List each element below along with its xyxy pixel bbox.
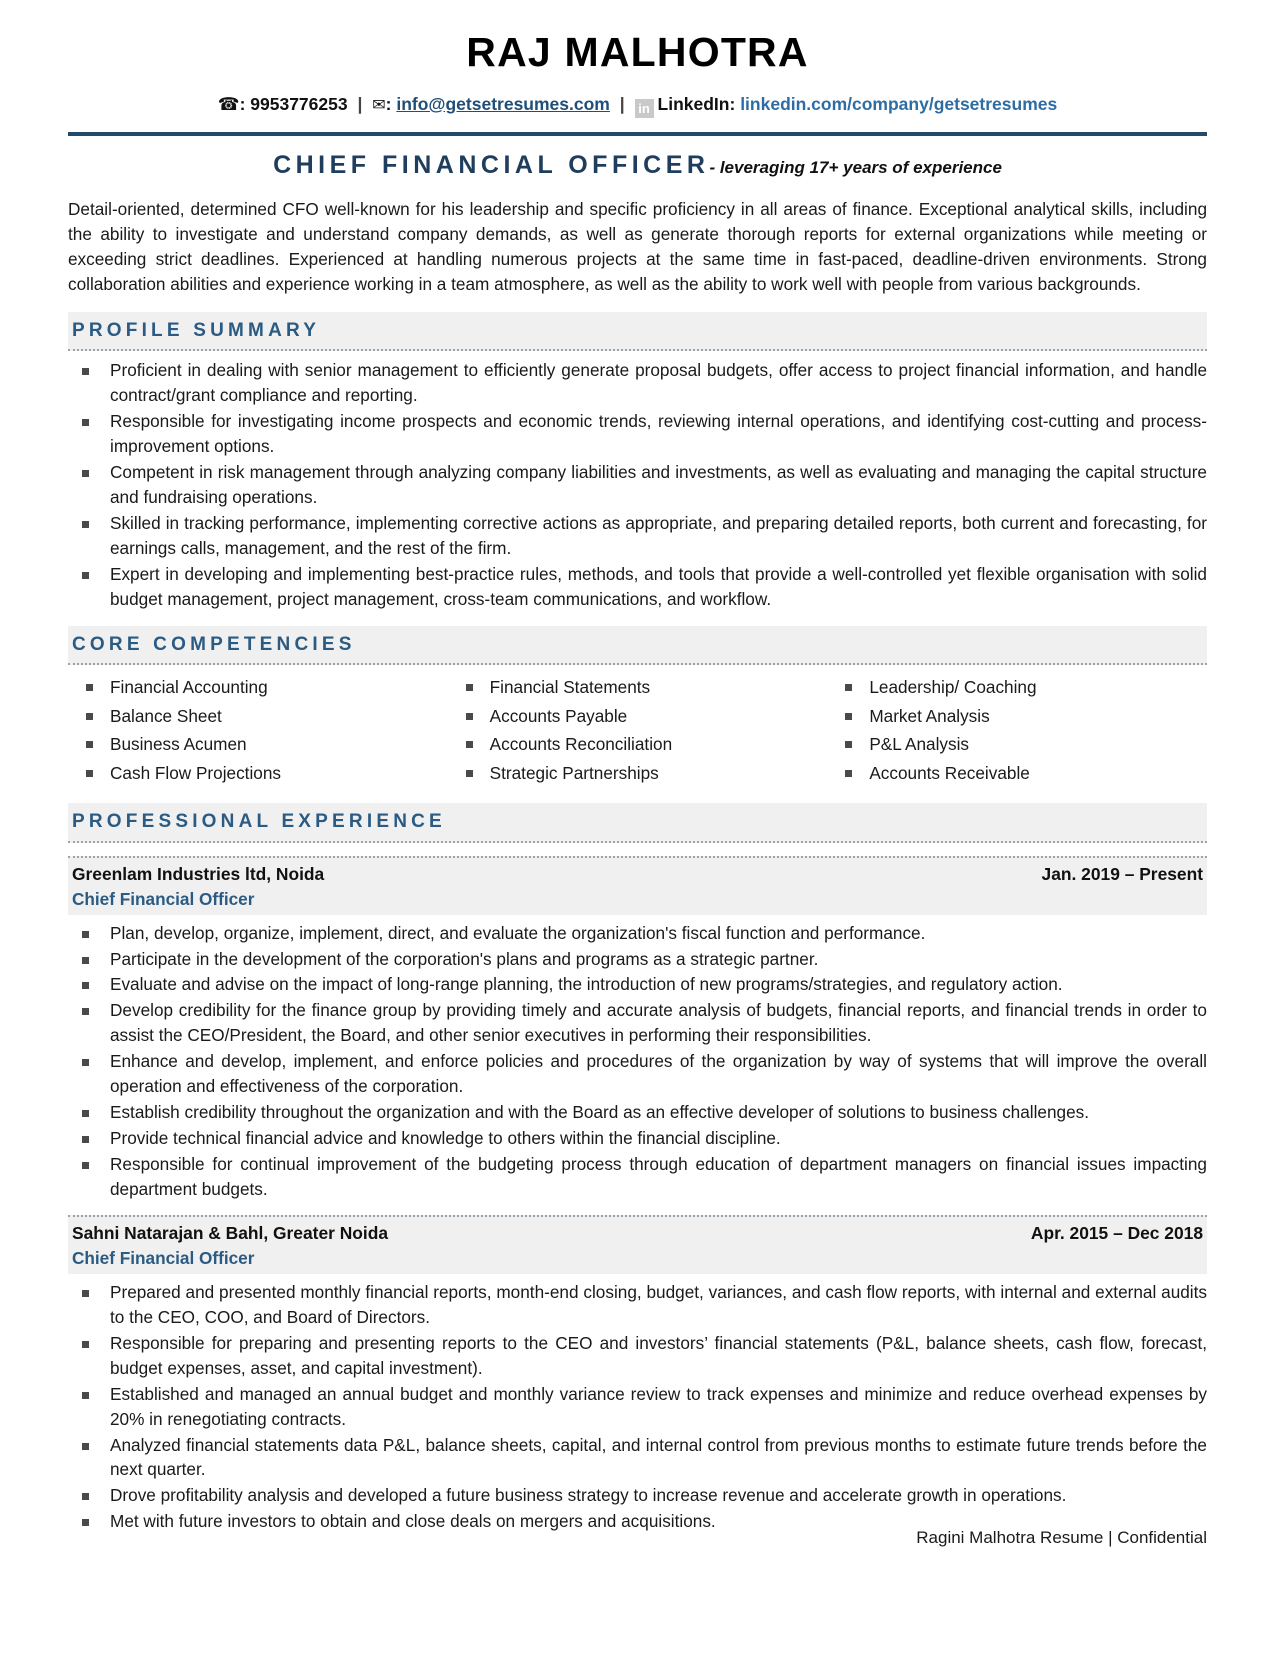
linkedin-label: LinkedIn:: [657, 93, 736, 114]
list-item: Proficient in dealing with senior management to efficiently generate proposal budgets, offer access to project financial information, and handle contract/grant compliance and reporting.: [68, 358, 1207, 408]
list-item: Leadership/ Coaching: [827, 675, 1207, 699]
list-item: P&L Analysis: [827, 732, 1207, 756]
list-item: Business Acumen: [68, 732, 448, 756]
list-item: Establish credibility throughout the organization and with the Board as an effective developer of solutions to business challenges.: [68, 1100, 1207, 1125]
list-item: Prepared and presented monthly financial reports, month-end closing, budget, variances, and cash flow reports, with internal and external audits to the CEO, COO, and Board of Directors.: [68, 1280, 1207, 1330]
list-item: Accounts Receivable: [827, 761, 1207, 785]
section-header-core-competencies: [68, 626, 1207, 666]
section-title: PROFILE SUMMARY: [72, 319, 321, 341]
competency-column-2: [448, 675, 828, 789]
page-footer: Ragini Malhotra Resume | Confidential: [916, 1528, 1207, 1547]
list-item: Responsible for continual improvement of the budgeting process through education of department managers on financial issues impacting department budgets.: [68, 1152, 1207, 1202]
job-responsibilities-list: [68, 1280, 1207, 1534]
list-item: Financial Statements: [448, 675, 828, 699]
core-competencies-grid: [68, 675, 1207, 789]
job-header: [68, 1215, 1207, 1274]
job-company-row: [72, 1223, 1203, 1244]
list-item: Met with future investors to obtain and close deals on mergers and acquisitions.: [68, 1509, 1207, 1534]
list-item: Skilled in tracking performance, implementing corrective actions as appropriate, and preparing detailed reports, both current and forecasting, for earnings calls, management, and the rest of the firm.: [68, 511, 1207, 561]
resume-page: [0, 30, 1275, 1680]
list-item: Accounts Payable: [448, 704, 828, 728]
contact-line: [68, 93, 1207, 118]
list-item: Strategic Partnerships: [448, 761, 828, 785]
job-dates: Apr. 2015 – Dec 2018: [1030, 1222, 1203, 1243]
email-link[interactable]: info@getsetresumes.com: [396, 93, 610, 114]
list-item: Balance Sheet: [68, 704, 448, 728]
list-item: Enhance and develop, implement, and enforce policies and procedures of the organization by way of systems that will improve the overall operation and effectiveness of the corporation.: [68, 1049, 1207, 1099]
headline-role: CHIEF FINANCIAL OFFICER: [273, 150, 710, 179]
headline-tagline: - leveraging 17+ years of experience: [709, 157, 1002, 177]
experience-entry-2: [68, 1215, 1207, 1534]
contact-colon-phone: :: [239, 93, 246, 114]
list-item: Competent in risk management through analyzing company liabilities and investments, as well as evaluating and managing the capital structure and fundraising operations.: [68, 460, 1207, 510]
header-divider: [68, 132, 1207, 136]
headline: [68, 150, 1207, 181]
list-item: Established and managed an annual budget and monthly variance review to track expenses and minimize and reduce overhead expenses by 20% in renegotiating contracts.: [68, 1382, 1207, 1432]
list-item: Analyzed financial statements data P&L, balance sheets, capital, and internal control from previous months to estimate future trends before the next quarter.: [68, 1433, 1207, 1483]
list-item: Expert in developing and implementing best-practice rules, methods, and tools that provide a well-controlled yet flexible organisation with solid budget management, project management, cross-team communications, and workflow.: [68, 562, 1207, 612]
job-header: [68, 856, 1207, 915]
job-title: Chief Financial Officer: [72, 1247, 255, 1268]
competency-column-1: [68, 675, 448, 789]
linkedin-icon: in: [635, 99, 654, 118]
section-header-profile-summary: [68, 312, 1207, 352]
list-item: Responsible for preparing and presenting reports to the CEO and investors’ financial statements (P&L, balance sheets, cash flow, forecast, budget expenses, asset, and capital investment).: [68, 1331, 1207, 1381]
list-item: Responsible for investigating income prospects and economic trends, reviewing internal operations, and identifying cost-cutting and process-improvement options.: [68, 409, 1207, 459]
list-item: Participate in the development of the corporation's plans and programs as a strategic partner.: [68, 947, 1207, 972]
section-header-professional-experience: [68, 803, 1207, 843]
profile-summary-list: [68, 358, 1207, 611]
section-title: PROFESSIONAL EXPERIENCE: [72, 810, 446, 832]
contact-colon-email: :: [385, 93, 392, 114]
summary-paragraph: Detail-oriented, determined CFO well-known for his leadership and specific proficiency in all areas of finance. Exceptional analytical skills, including the ability to investigate and understand company demands, as well as generate thorough reports for external organizations while meeting or exceeding strict deadlines. Experienced at handling numerous projects at the same time in fast-paced, deadline-driven environments. Strong collaboration abilities and experience working in a team atmosphere, as well as the ability to work well with people from various backgrounds.: [68, 199, 1207, 295]
experience-entry-1: [68, 856, 1207, 1202]
job-company: Sahni Natarajan & Bahl, Greater Noida: [72, 1222, 389, 1243]
list-item: Develop credibility for the finance group by providing timely and accurate analysis of budgets, financial reports, and financial trends in order to assist the CEO/President, the Board, and other senior executives in performing their responsibilities.: [68, 998, 1207, 1048]
list-item: Drove profitability analysis and developed a future business strategy to increase revenue and accelerate growth in operations.: [68, 1483, 1207, 1508]
list-item: Accounts Reconciliation: [448, 732, 828, 756]
phone-icon: ☎: [217, 94, 240, 115]
job-dates: Jan. 2019 – Present: [1041, 863, 1203, 884]
page-title: RAJ MALHOTRA: [466, 29, 809, 75]
phone-number: 9953776253: [250, 93, 348, 114]
list-item: Provide technical financial advice and knowledge to others within the financial discipline.: [68, 1126, 1207, 1151]
list-item: Plan, develop, organize, implement, direct, and evaluate the organization's fiscal function and performance.: [68, 921, 1207, 946]
contact-separator-2: |: [619, 93, 625, 114]
competency-column-3: [827, 675, 1207, 789]
list-item: Evaluate and advise on the impact of long-range planning, the introduction of new programs/strategies, and regulatory action.: [68, 972, 1207, 997]
job-responsibilities-list: [68, 921, 1207, 1202]
job-company: Greenlam Industries ltd, Noida: [72, 863, 325, 884]
list-item: Market Analysis: [827, 704, 1207, 728]
job-title: Chief Financial Officer: [72, 888, 255, 909]
job-company-row: [72, 864, 1203, 885]
contact-separator-1: |: [357, 93, 363, 114]
envelope-icon: ✉: [372, 94, 386, 114]
linkedin-link[interactable]: linkedin.com/company/getsetresumes: [740, 93, 1058, 114]
section-title: CORE COMPETENCIES: [72, 633, 356, 655]
list-item: Financial Accounting: [68, 675, 448, 699]
list-item: Cash Flow Projections: [68, 761, 448, 785]
